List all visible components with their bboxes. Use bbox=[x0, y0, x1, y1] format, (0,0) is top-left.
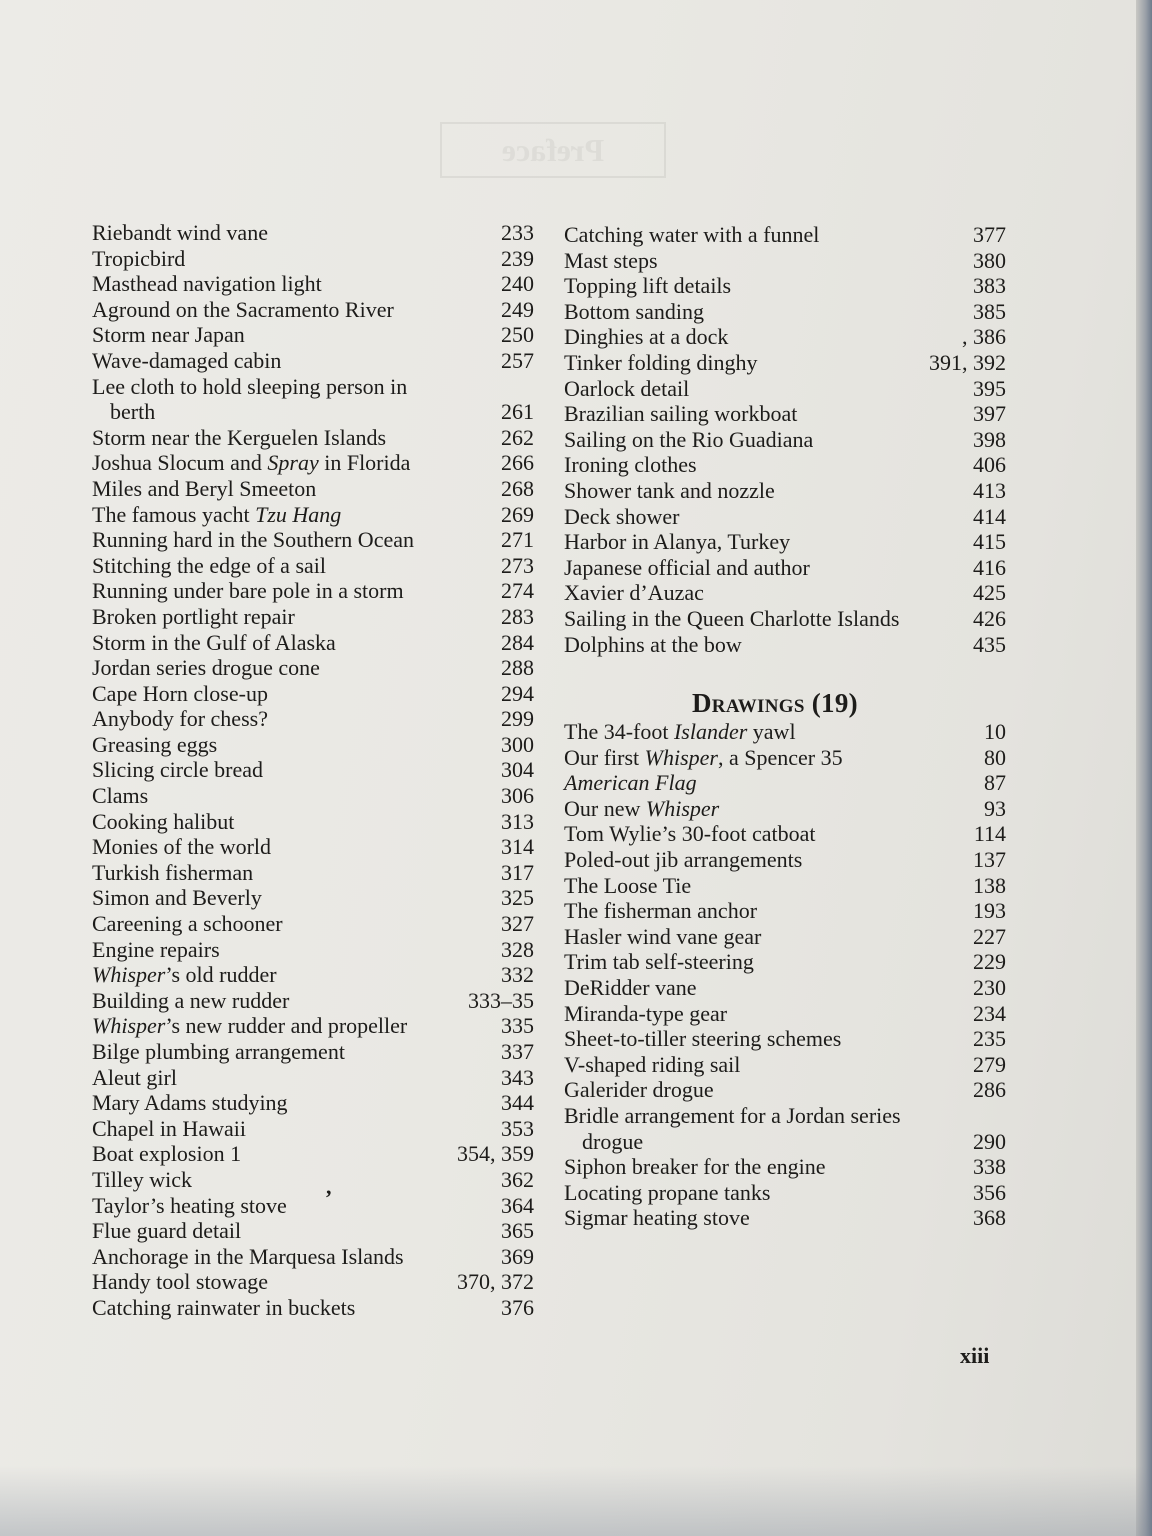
entry-title: Brazilian sailing workboat bbox=[564, 401, 798, 427]
entry-title: Tinker folding dinghy bbox=[564, 349, 758, 375]
entry-title: Harbor in Alanya, Turkey bbox=[564, 529, 791, 555]
entry-page: 368 bbox=[973, 1205, 1006, 1231]
entry-title: Stitching the edge of a sail bbox=[92, 552, 326, 578]
entry-title: The Loose Tie bbox=[564, 872, 692, 898]
index-entry bbox=[564, 1001, 1006, 1027]
entry-page: 376 bbox=[501, 1294, 534, 1320]
entry-page: 365 bbox=[501, 1218, 534, 1244]
index-entry bbox=[564, 1052, 1006, 1078]
entry-page: 300 bbox=[501, 731, 534, 757]
index-entry bbox=[92, 322, 534, 348]
drawings-list bbox=[564, 719, 1006, 1231]
entry-title: Aground on the Sacramento River bbox=[92, 296, 394, 322]
index-entry bbox=[92, 681, 534, 707]
index-entry bbox=[92, 655, 534, 681]
entry-page: 325 bbox=[501, 885, 534, 911]
entry-page: 344 bbox=[501, 1090, 534, 1116]
entry-title: Galerider drogue bbox=[564, 1077, 714, 1103]
entry-page: 313 bbox=[501, 808, 534, 834]
index-entry bbox=[564, 427, 1006, 453]
index-entry bbox=[564, 248, 1006, 274]
entry-page: 397 bbox=[973, 401, 1006, 427]
entry-page: 290 bbox=[973, 1128, 1006, 1154]
index-entry bbox=[564, 1180, 1006, 1206]
index-entry bbox=[92, 604, 534, 630]
entry-title: Flue guard detail bbox=[92, 1218, 242, 1244]
entry-title: Dinghies at a dock bbox=[564, 324, 729, 350]
entry-page: 333–35 bbox=[468, 987, 534, 1013]
index-entry bbox=[564, 376, 1006, 402]
entry-title: Anchorage in the Marquesa Islands bbox=[92, 1243, 404, 1269]
entry-page: 93 bbox=[984, 795, 1006, 821]
entry-page: 262 bbox=[501, 424, 534, 450]
entry-title: Running under bare pole in a storm bbox=[92, 578, 404, 604]
entry-page: , 386 bbox=[962, 324, 1006, 350]
entry-page: 114 bbox=[973, 821, 1006, 847]
entry-page: 240 bbox=[501, 271, 534, 297]
entry-title: Storm in the Gulf of Alaska bbox=[92, 629, 336, 655]
index-entry bbox=[92, 809, 534, 835]
index-entry bbox=[92, 1116, 534, 1142]
index-entry bbox=[92, 502, 534, 528]
entry-page: 380 bbox=[973, 247, 1006, 273]
index-entry bbox=[92, 834, 534, 860]
entry-title: Riebandt wind vane bbox=[92, 220, 268, 245]
entry-page: 364 bbox=[501, 1192, 534, 1218]
entry-page: 138 bbox=[973, 872, 1006, 898]
entry-title: DeRidder vane bbox=[564, 975, 697, 1001]
entry-page: 406 bbox=[973, 452, 1006, 478]
index-entry bbox=[564, 975, 1006, 1001]
index-entry bbox=[564, 606, 1006, 632]
entry-title: Mast steps bbox=[564, 247, 658, 273]
entry-title: Dolphins at the bow bbox=[564, 631, 742, 657]
entry-title: Slicing circle bread bbox=[92, 757, 264, 783]
entry-page: 398 bbox=[973, 426, 1006, 452]
index-entry bbox=[92, 374, 534, 425]
page-number: xiii bbox=[960, 1343, 990, 1368]
index-entry bbox=[92, 1218, 534, 1244]
entry-title: The fisherman anchor bbox=[564, 898, 758, 924]
entry-page: 426 bbox=[973, 605, 1006, 631]
entry-title: Deck shower bbox=[564, 503, 680, 529]
entry-title: Cape Horn close-up bbox=[92, 680, 268, 706]
entry-page: 356 bbox=[973, 1179, 1006, 1205]
index-entry bbox=[564, 1205, 1006, 1231]
entry-title: Catching rainwater in buckets bbox=[92, 1294, 356, 1320]
entry-page: 193 bbox=[973, 898, 1006, 924]
entry-title: Broken portlight repair bbox=[92, 603, 295, 629]
entry-title: Masthead navigation light bbox=[92, 271, 322, 297]
index-entry bbox=[564, 924, 1006, 950]
index-entry bbox=[564, 873, 1006, 899]
entry-title: Building a new rudder bbox=[92, 987, 290, 1013]
entry-page: 273 bbox=[501, 552, 534, 578]
index-entry bbox=[92, 1065, 534, 1091]
entry-title: Japanese official and author bbox=[564, 554, 810, 580]
entry-page: 266 bbox=[501, 450, 534, 476]
entry-title: Shower tank and nozzle bbox=[564, 477, 775, 503]
page-edge bbox=[1136, 0, 1152, 1536]
entry-page: 230 bbox=[973, 975, 1006, 1001]
entry-page: 391, 392 bbox=[929, 349, 1006, 375]
entry-title: Bridle arrangement for a Jordan series bbox=[564, 1103, 901, 1128]
entry-page: 261 bbox=[501, 399, 534, 425]
index-entry bbox=[564, 719, 1006, 745]
entry-title: Oarlock detail bbox=[564, 375, 690, 401]
index-entry bbox=[92, 1090, 534, 1116]
index-entry bbox=[92, 476, 534, 502]
index-entry bbox=[92, 732, 534, 758]
index-entry bbox=[564, 452, 1006, 478]
index-entry bbox=[564, 770, 1006, 796]
index-entry bbox=[564, 529, 1006, 555]
entry-page: 304 bbox=[501, 757, 534, 783]
index-entry bbox=[92, 553, 534, 579]
entry-page: 414 bbox=[973, 503, 1006, 529]
section-gap bbox=[564, 657, 1006, 687]
entry-title: Whisper’s old rudder bbox=[92, 962, 277, 988]
photos-list-end bbox=[564, 222, 1006, 657]
index-entry bbox=[92, 220, 534, 246]
entry-title: Siphon breaker for the engine bbox=[564, 1154, 826, 1180]
entry-title: Running hard in the Southern Ocean bbox=[92, 527, 414, 553]
entry-page: 415 bbox=[973, 529, 1006, 555]
index-entry bbox=[564, 821, 1006, 847]
entry-page: 87 bbox=[984, 770, 1006, 796]
entry-page: 283 bbox=[501, 603, 534, 629]
entry-page: 353 bbox=[501, 1115, 534, 1141]
entry-title: Tilley wick bbox=[92, 1166, 193, 1192]
index-entry bbox=[92, 297, 534, 323]
index-entry bbox=[92, 630, 534, 656]
entry-page: 354, 359 bbox=[457, 1141, 534, 1167]
entry-title: Catching water with a funnel bbox=[564, 222, 820, 247]
entry-page: 288 bbox=[501, 655, 534, 681]
index-entry bbox=[92, 1167, 534, 1193]
entry-title: Miranda-type gear bbox=[564, 1000, 728, 1026]
entry-page: 395 bbox=[973, 375, 1006, 401]
index-entry bbox=[92, 1141, 534, 1167]
entry-page: 317 bbox=[501, 859, 534, 885]
entry-page: 227 bbox=[973, 923, 1006, 949]
entry-title: Monies of the world bbox=[92, 834, 272, 860]
entry-page: 425 bbox=[973, 580, 1006, 606]
entry-title: Sigmar heating stove bbox=[564, 1205, 750, 1231]
entry-title: Tom Wylie’s 30-foot catboat bbox=[564, 821, 816, 847]
index-entry bbox=[92, 578, 534, 604]
entry-page: 250 bbox=[501, 322, 534, 348]
entry-title: Joshua Slocum and Spray in Florida bbox=[92, 450, 411, 476]
entry-page: 416 bbox=[973, 554, 1006, 580]
index-entry bbox=[564, 1154, 1006, 1180]
entry-page: 235 bbox=[973, 1026, 1006, 1052]
entry-title: Anybody for chess? bbox=[92, 706, 268, 732]
entry-page: 299 bbox=[501, 706, 534, 732]
index-entry bbox=[564, 401, 1006, 427]
entry-title: Bottom sanding bbox=[564, 298, 704, 324]
index-entry bbox=[92, 1039, 534, 1065]
index-entry bbox=[92, 1193, 534, 1219]
entry-page: 337 bbox=[501, 1039, 534, 1064]
entry-page: 369 bbox=[501, 1243, 534, 1269]
index-entry bbox=[92, 1295, 534, 1321]
entry-page: 284 bbox=[501, 629, 534, 655]
entry-page: 234 bbox=[973, 1000, 1006, 1026]
entry-page: 249 bbox=[501, 296, 534, 322]
entry-title: Careening a schooner bbox=[92, 911, 283, 937]
entry-title: Taylor’s heating stove bbox=[92, 1192, 287, 1218]
index-entry bbox=[92, 885, 534, 911]
index-entry bbox=[92, 1244, 534, 1270]
entry-title: Whisper’s new rudder and propeller bbox=[92, 1013, 408, 1039]
entry-page: 257 bbox=[501, 347, 534, 373]
entry-title: Locating propane tanks bbox=[564, 1179, 771, 1205]
entry-page: 385 bbox=[973, 298, 1006, 324]
entry-title-continued: berth bbox=[110, 399, 156, 425]
entry-title: Miles and Beryl Smeeton bbox=[92, 475, 317, 501]
entry-title: Mary Adams studying bbox=[92, 1090, 288, 1116]
entry-page: 377 bbox=[973, 222, 1006, 247]
entry-title: Bilge plumbing arrangement bbox=[92, 1039, 345, 1064]
index-entry bbox=[564, 273, 1006, 299]
index-entry bbox=[564, 299, 1006, 325]
entry-page: 229 bbox=[973, 949, 1006, 975]
entry-title: Xavier d’Auzac bbox=[564, 580, 704, 606]
index-entry bbox=[564, 504, 1006, 530]
entry-title: Simon and Beverly bbox=[92, 885, 262, 911]
entry-page: 328 bbox=[501, 936, 534, 962]
entry-page: 10 bbox=[984, 719, 1006, 745]
entry-title: Clams bbox=[92, 783, 149, 809]
entry-title: Wave-damaged cabin bbox=[92, 347, 282, 373]
entry-page: 279 bbox=[973, 1051, 1006, 1077]
entry-title: Turkish fisherman bbox=[92, 859, 254, 885]
entry-page: 383 bbox=[973, 273, 1006, 299]
show-through-text: Preface bbox=[440, 122, 666, 178]
entry-page: 269 bbox=[501, 501, 534, 527]
index-entry bbox=[92, 706, 534, 732]
entry-title: Handy tool stowage bbox=[92, 1269, 268, 1295]
entry-title: Poled-out jib arrangements bbox=[564, 847, 803, 873]
entry-title: Topping lift details bbox=[564, 273, 732, 299]
index-entry bbox=[92, 246, 534, 272]
entry-page: 233 bbox=[501, 220, 534, 245]
entry-page: 314 bbox=[501, 834, 534, 860]
index-entry bbox=[564, 745, 1006, 771]
index-entry bbox=[564, 1103, 1006, 1154]
entry-title: V-shaped riding sail bbox=[564, 1051, 741, 1077]
index-entry bbox=[564, 632, 1006, 658]
index-entry bbox=[564, 949, 1006, 975]
index-entry bbox=[564, 847, 1006, 873]
entry-title: Greasing eggs bbox=[92, 731, 218, 757]
entry-page: 286 bbox=[973, 1077, 1006, 1103]
entry-title: Ironing clothes bbox=[564, 452, 697, 478]
entry-title: American Flag bbox=[564, 770, 697, 796]
index-entry bbox=[564, 350, 1006, 376]
entry-title: The 34-foot Islander yawl bbox=[564, 719, 796, 745]
entry-page: 370, 372 bbox=[457, 1269, 534, 1295]
index-entry bbox=[92, 271, 534, 297]
entry-page: 80 bbox=[984, 744, 1006, 770]
index-entry bbox=[564, 898, 1006, 924]
index-entry bbox=[564, 580, 1006, 606]
drawings-heading: Drawings (19) bbox=[692, 688, 858, 719]
entry-page: 413 bbox=[973, 477, 1006, 503]
index-entry bbox=[92, 1269, 534, 1295]
entry-page: 338 bbox=[973, 1154, 1006, 1180]
index-entry bbox=[92, 860, 534, 886]
entry-page: 306 bbox=[501, 783, 534, 809]
entry-page: 268 bbox=[501, 475, 534, 501]
index-entry bbox=[92, 911, 534, 937]
entry-title: The famous yacht Tzu Hang bbox=[92, 501, 342, 527]
index-entry bbox=[92, 1013, 534, 1039]
entry-page: 239 bbox=[501, 245, 534, 271]
entry-title: Boat explosion 1 bbox=[92, 1141, 242, 1167]
entry-page: 271 bbox=[501, 527, 534, 553]
index-entry bbox=[564, 324, 1006, 350]
entry-page: 343 bbox=[501, 1064, 534, 1090]
entry-page: 327 bbox=[501, 911, 534, 937]
entry-title: Tropicbird bbox=[92, 245, 186, 271]
entry-page: 335 bbox=[501, 1013, 534, 1039]
entry-page: 435 bbox=[973, 631, 1006, 657]
index-entry bbox=[92, 348, 534, 374]
entry-page: 332 bbox=[501, 962, 534, 988]
index-entry bbox=[92, 757, 534, 783]
entry-title: Storm near the Kerguelen Islands bbox=[92, 424, 387, 450]
entry-title-continued: drogue bbox=[582, 1128, 644, 1154]
photos-list-continued bbox=[92, 220, 534, 1321]
bottom-shadow bbox=[0, 1466, 1152, 1536]
index-entry bbox=[92, 450, 534, 476]
index-entry bbox=[92, 783, 534, 809]
right-column bbox=[564, 222, 1006, 1231]
entry-title: Engine repairs bbox=[92, 936, 220, 962]
entry-page: 137 bbox=[973, 847, 1006, 873]
entry-title: Our new Whisper bbox=[564, 795, 720, 821]
entry-page: 362 bbox=[501, 1166, 534, 1192]
entry-title: Sailing on the Rio Guadiana bbox=[564, 426, 814, 452]
entry-title: Storm near Japan bbox=[92, 322, 245, 348]
index-entry bbox=[564, 1026, 1006, 1052]
entry-page: 274 bbox=[501, 578, 534, 604]
entry-title: Chapel in Hawaii bbox=[92, 1115, 246, 1141]
entry-title: Cooking halibut bbox=[92, 808, 235, 834]
index-entry bbox=[92, 937, 534, 963]
index-entry bbox=[564, 222, 1006, 248]
index-entry bbox=[92, 962, 534, 988]
index-entry bbox=[92, 425, 534, 451]
index-entry bbox=[92, 988, 534, 1014]
entry-title: Trim tab self-steering bbox=[564, 949, 754, 975]
entry-title: Lee cloth to hold sleeping person in bbox=[92, 373, 408, 399]
entry-page: 294 bbox=[501, 680, 534, 706]
index-entry bbox=[92, 527, 534, 553]
entry-title: Jordan series drogue cone bbox=[92, 655, 320, 681]
index-entry bbox=[564, 478, 1006, 504]
entry-title: Our first Whisper, a Spencer 35 bbox=[564, 744, 843, 770]
index-entry bbox=[564, 1077, 1006, 1103]
entry-title: Hasler wind vane gear bbox=[564, 923, 762, 949]
entry-title: Sailing in the Queen Charlotte Islands bbox=[564, 605, 900, 631]
index-entry bbox=[564, 555, 1006, 581]
entry-title: Sheet-to-tiller steering schemes bbox=[564, 1026, 842, 1052]
index-entry bbox=[564, 796, 1006, 822]
entry-title: Aleut girl bbox=[92, 1064, 177, 1090]
stray-mark: , bbox=[326, 1174, 332, 1199]
